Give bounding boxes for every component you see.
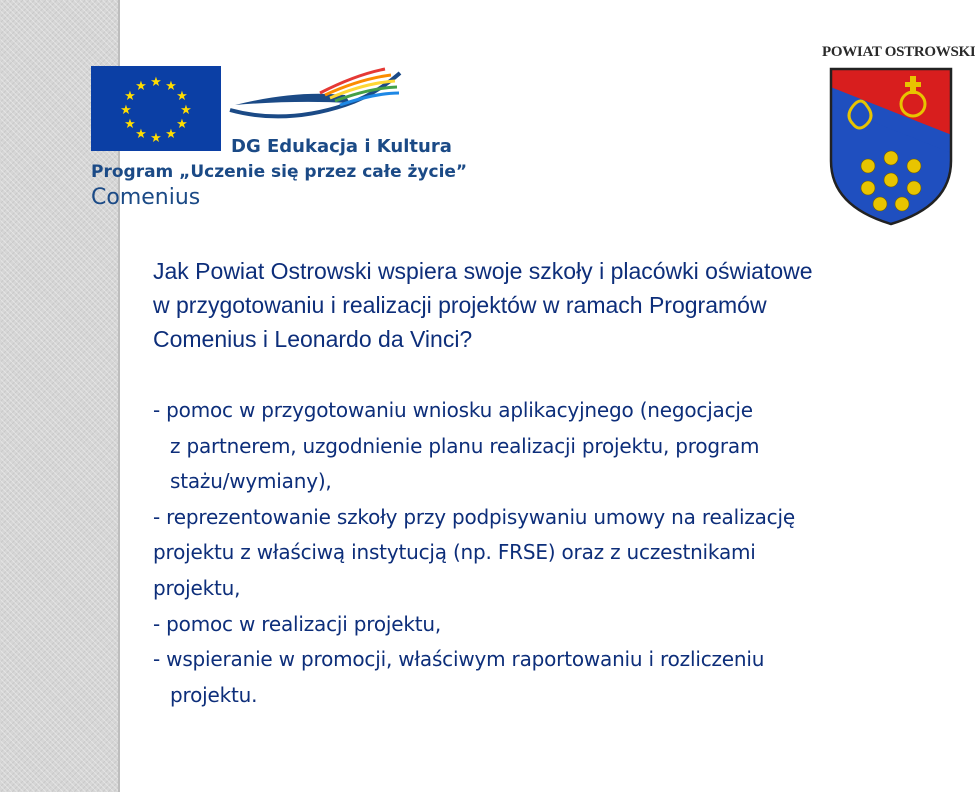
title-line-2: w przygotowaniu i realizacji projektów w ramach Programów	[153, 292, 767, 318]
body-line-8: - wspieranie w promocji, właściwym raportowaniu i rozliczeniu	[153, 647, 765, 672]
crest-shield-icon	[828, 66, 954, 226]
body-line-2: z partnerem, uzgodnienie planu realizacji projektu, program	[170, 433, 760, 458]
svg-text:★: ★	[150, 131, 162, 146]
svg-text:★: ★	[120, 103, 132, 118]
svg-text:★: ★	[135, 79, 147, 94]
program-label: Program „Uczenie się przez całe życie”	[91, 162, 468, 182]
dg-label: DG Edukacja i Kultura	[231, 136, 452, 157]
body-line-5: projektu z właściwą instytucją (np. FRSE) oraz z uczestnikami	[153, 540, 756, 565]
svg-text:★: ★	[165, 127, 177, 142]
body-line-6: projektu,	[153, 575, 241, 600]
svg-text:★: ★	[124, 89, 136, 104]
eu-flag-icon	[91, 66, 221, 151]
svg-text:★: ★	[176, 117, 188, 132]
eu-program-logo	[85, 60, 468, 210]
body-list	[153, 393, 953, 713]
svg-text:★: ★	[176, 89, 188, 104]
body-line-1: - pomoc w przygotowaniu wniosku aplikacyjnego (negocjacje	[153, 398, 753, 422]
svg-text:★: ★	[150, 75, 162, 90]
svg-text:★: ★	[180, 103, 192, 118]
svg-text:★: ★	[135, 127, 147, 142]
swoosh-icon	[225, 65, 405, 140]
svg-text:★: ★	[124, 117, 136, 132]
svg-text:★: ★	[165, 79, 177, 94]
page-title	[153, 254, 933, 356]
body-line-9: projektu.	[170, 682, 258, 707]
title-line-1: Jak Powiat Ostrowski wspiera swoje szkoły i placówki oświatowe	[153, 258, 813, 284]
crest-title: POWIAT OSTROWSKI	[822, 44, 975, 60]
comenius-label: Comenius	[91, 185, 201, 210]
powiat-crest	[822, 44, 975, 234]
title-line-3: Comenius i Leonardo da Vinci?	[153, 326, 473, 352]
body-line-7: - pomoc w realizacji projektu,	[153, 611, 442, 636]
body-line-4: - reprezentowanie szkoły przy podpisywaniu umowy na realizację	[153, 504, 795, 529]
body-line-3: stażu/wymiany),	[170, 469, 332, 494]
